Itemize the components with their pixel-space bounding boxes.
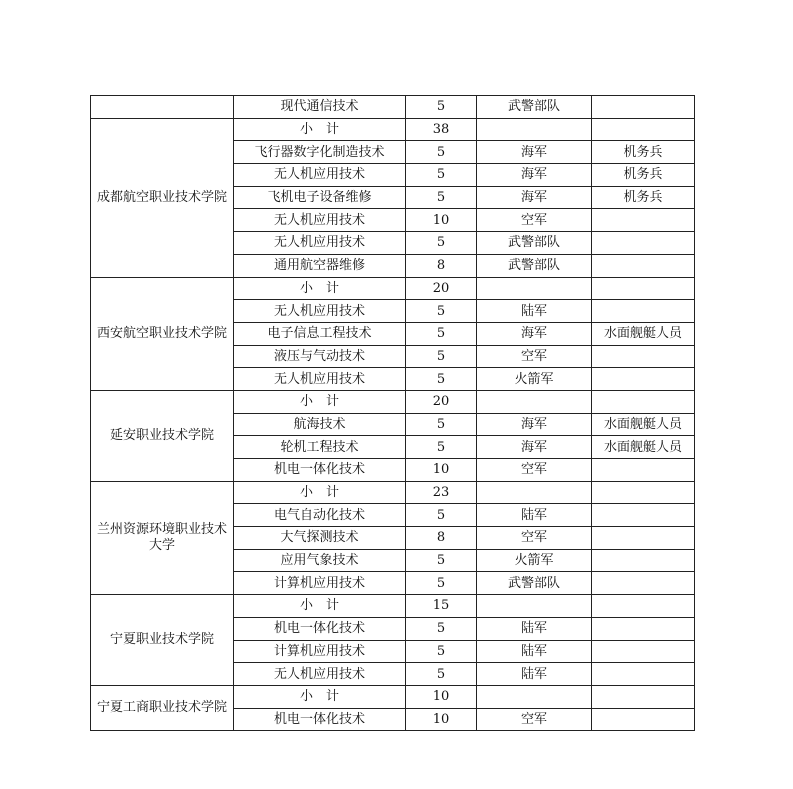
major-cell: 机电一体化技术 <box>234 708 406 731</box>
count-cell: 10 <box>406 459 477 482</box>
service-branch-cell: 海军 <box>477 164 592 187</box>
major-cell: 电气自动化技术 <box>234 504 406 527</box>
note-cell <box>592 640 695 663</box>
school-name: 延安职业技术学院 <box>91 390 234 481</box>
note-cell <box>592 300 695 323</box>
service-branch-cell: 海军 <box>477 141 592 164</box>
count-cell: 5 <box>406 186 477 209</box>
service-branch-cell: 空军 <box>477 708 592 731</box>
note-cell <box>592 685 695 708</box>
major-cell: 小 计 <box>234 595 406 618</box>
service-branch-cell: 陆军 <box>477 640 592 663</box>
count-cell: 5 <box>406 322 477 345</box>
service-branch-cell <box>477 595 592 618</box>
count-cell: 5 <box>406 232 477 255</box>
count-cell: 20 <box>406 390 477 413</box>
subtotal-row <box>91 390 695 413</box>
service-branch-cell: 空军 <box>477 459 592 482</box>
service-branch-cell: 火箭军 <box>477 368 592 391</box>
count-cell: 38 <box>406 118 477 141</box>
table-row <box>91 96 695 119</box>
service-branch-cell <box>477 481 592 504</box>
note-cell <box>592 663 695 686</box>
major-cell: 轮机工程技术 <box>234 436 406 459</box>
major-cell: 机电一体化技术 <box>234 459 406 482</box>
major-cell: 无人机应用技术 <box>234 164 406 187</box>
count-cell: 5 <box>406 436 477 459</box>
subtotal-row <box>91 595 695 618</box>
service-branch-cell: 海军 <box>477 413 592 436</box>
count-cell: 10 <box>406 685 477 708</box>
school-name: 宁夏工商职业技术学院 <box>91 685 234 730</box>
major-cell: 无人机应用技术 <box>234 368 406 391</box>
count-cell: 5 <box>406 345 477 368</box>
service-branch-cell <box>477 685 592 708</box>
note-cell <box>592 345 695 368</box>
count-cell: 5 <box>406 663 477 686</box>
count-cell: 8 <box>406 527 477 550</box>
service-branch-cell: 武警部队 <box>477 232 592 255</box>
count-cell: 5 <box>406 640 477 663</box>
count-cell: 5 <box>406 504 477 527</box>
enrollment-table-body <box>91 96 695 731</box>
service-branch-cell: 武警部队 <box>477 254 592 277</box>
service-branch-cell: 陆军 <box>477 617 592 640</box>
subtotal-row <box>91 685 695 708</box>
service-branch-cell: 武警部队 <box>477 96 592 119</box>
major-cell: 液压与气动技术 <box>234 345 406 368</box>
note-cell <box>592 254 695 277</box>
note-cell: 水面舰艇人员 <box>592 436 695 459</box>
count-cell: 23 <box>406 481 477 504</box>
note-cell: 机务兵 <box>592 141 695 164</box>
note-cell: 水面舰艇人员 <box>592 322 695 345</box>
major-cell: 小 计 <box>234 118 406 141</box>
service-branch-cell: 空军 <box>477 345 592 368</box>
note-cell <box>592 481 695 504</box>
note-cell <box>592 368 695 391</box>
service-branch-cell: 海军 <box>477 186 592 209</box>
note-cell <box>592 617 695 640</box>
major-cell: 现代通信技术 <box>234 96 406 119</box>
major-cell: 机电一体化技术 <box>234 617 406 640</box>
major-cell: 无人机应用技术 <box>234 300 406 323</box>
note-cell <box>592 209 695 232</box>
service-branch-cell <box>477 277 592 300</box>
major-cell: 小 计 <box>234 277 406 300</box>
count-cell: 20 <box>406 277 477 300</box>
enrollment-table <box>90 95 695 731</box>
major-cell: 电子信息工程技术 <box>234 322 406 345</box>
note-cell <box>592 549 695 572</box>
major-cell: 小 计 <box>234 390 406 413</box>
service-branch-cell: 火箭军 <box>477 549 592 572</box>
service-branch-cell: 陆军 <box>477 663 592 686</box>
major-cell: 通用航空器维修 <box>234 254 406 277</box>
school-name: 西安航空职业技术学院 <box>91 277 234 390</box>
count-cell: 5 <box>406 549 477 572</box>
major-cell: 小 计 <box>234 481 406 504</box>
subtotal-row <box>91 481 695 504</box>
note-cell <box>592 708 695 731</box>
service-branch-cell: 陆军 <box>477 504 592 527</box>
note-cell <box>592 232 695 255</box>
school-name <box>91 96 234 119</box>
major-cell: 飞机电子设备维修 <box>234 186 406 209</box>
school-name: 宁夏职业技术学院 <box>91 595 234 686</box>
note-cell <box>592 118 695 141</box>
major-cell: 飞行器数字化制造技术 <box>234 141 406 164</box>
note-cell <box>592 390 695 413</box>
major-cell: 无人机应用技术 <box>234 663 406 686</box>
note-cell: 水面舰艇人员 <box>592 413 695 436</box>
service-branch-cell: 空军 <box>477 209 592 232</box>
major-cell: 计算机应用技术 <box>234 640 406 663</box>
count-cell: 5 <box>406 96 477 119</box>
count-cell: 5 <box>406 572 477 595</box>
count-cell: 5 <box>406 413 477 436</box>
count-cell: 5 <box>406 141 477 164</box>
subtotal-row <box>91 277 695 300</box>
note-cell: 机务兵 <box>592 186 695 209</box>
count-cell: 8 <box>406 254 477 277</box>
major-cell: 应用气象技术 <box>234 549 406 572</box>
note-cell <box>592 504 695 527</box>
service-branch-cell: 海军 <box>477 322 592 345</box>
note-cell: 机务兵 <box>592 164 695 187</box>
major-cell: 航海技术 <box>234 413 406 436</box>
count-cell: 5 <box>406 164 477 187</box>
service-branch-cell: 陆军 <box>477 300 592 323</box>
service-branch-cell <box>477 118 592 141</box>
subtotal-row <box>91 118 695 141</box>
note-cell <box>592 527 695 550</box>
service-branch-cell: 空军 <box>477 527 592 550</box>
note-cell <box>592 96 695 119</box>
school-name: 兰州资源环境职业技术大学 <box>91 481 234 594</box>
school-name: 成都航空职业技术学院 <box>91 118 234 277</box>
service-branch-cell <box>477 390 592 413</box>
count-cell: 10 <box>406 708 477 731</box>
note-cell <box>592 277 695 300</box>
major-cell: 大气探测技术 <box>234 527 406 550</box>
count-cell: 5 <box>406 617 477 640</box>
major-cell: 小 计 <box>234 685 406 708</box>
service-branch-cell: 海军 <box>477 436 592 459</box>
note-cell <box>592 572 695 595</box>
major-cell: 计算机应用技术 <box>234 572 406 595</box>
major-cell: 无人机应用技术 <box>234 209 406 232</box>
count-cell: 5 <box>406 368 477 391</box>
count-cell: 5 <box>406 300 477 323</box>
count-cell: 15 <box>406 595 477 618</box>
count-cell: 10 <box>406 209 477 232</box>
note-cell <box>592 459 695 482</box>
service-branch-cell: 武警部队 <box>477 572 592 595</box>
note-cell <box>592 595 695 618</box>
major-cell: 无人机应用技术 <box>234 232 406 255</box>
